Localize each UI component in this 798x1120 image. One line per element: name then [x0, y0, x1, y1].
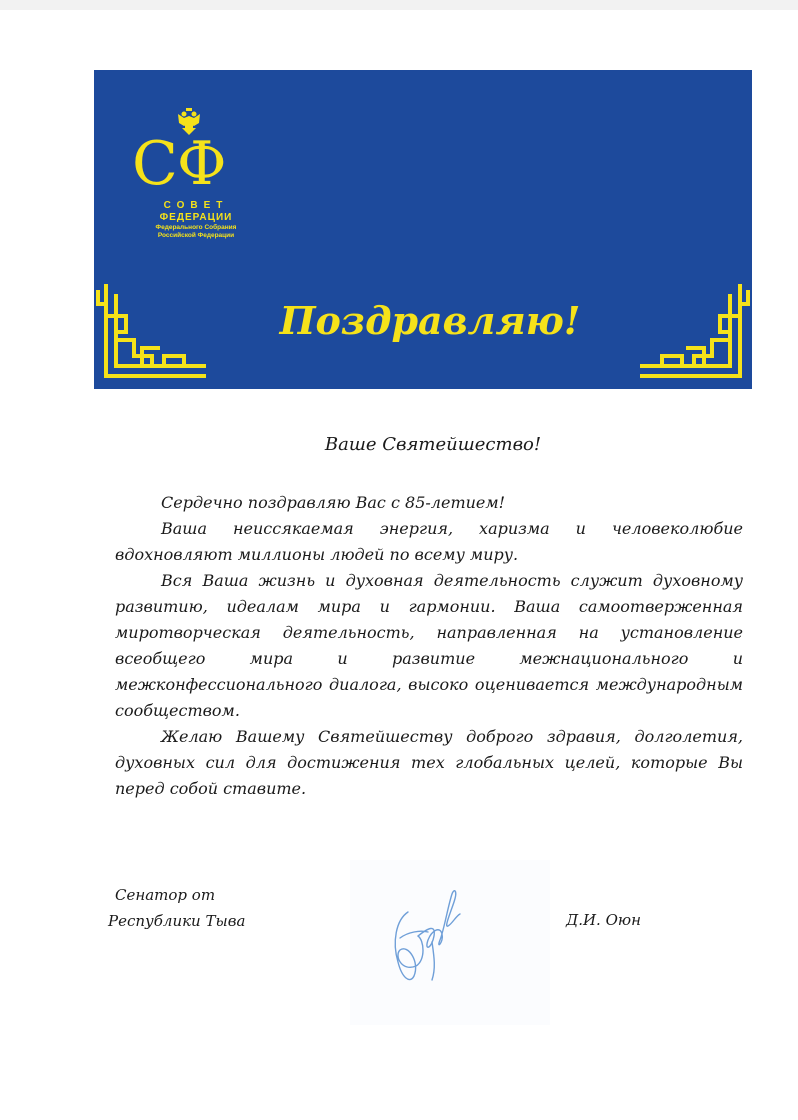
ornament-left-icon	[94, 276, 209, 386]
logo-line-rf: Российской Федерации	[157, 232, 235, 239]
logo-line-sobraniya: Федерального Собрания	[155, 224, 237, 231]
header-banner	[94, 70, 752, 389]
signatory-role	[108, 882, 308, 934]
top-strip	[0, 0, 798, 10]
logo-line-sovet: СОВЕТ	[163, 200, 229, 211]
sf-logo: СФ	[132, 129, 226, 199]
logo-caption	[146, 200, 246, 240]
banner-headline: Поздравляю!	[279, 298, 581, 343]
ornament-right-icon	[637, 276, 752, 386]
paragraph-greeting: Сердечно поздравляю Вас с 85-летием!	[161, 493, 506, 512]
salutation: Ваше Святейшество!	[324, 434, 542, 455]
handwritten-signature-icon	[378, 880, 478, 995]
role-line-2: Республики Тыва	[108, 912, 246, 930]
letter-body	[115, 490, 743, 802]
role-line-1: Сенатор от	[115, 886, 216, 904]
logo-line-federatsii: ФЕДЕРАЦИИ	[159, 212, 233, 223]
paragraph-wishes: Желаю Вашему Святейшеству доброго здравия, долголетия, духовных сил для достижения тех глобальных целей, которые Вы перед собой ставите.	[115, 727, 743, 798]
paragraph-energy: Ваша неиссякаемая энергия, харизма и человеколюбие вдохновляют миллионы людей по всему миру.	[115, 519, 743, 564]
signatory-name: Д.И. Оюн	[566, 911, 641, 929]
paragraph-activity: Вся Ваша жизнь и духовная деятельность служит духовному развитию, идеалам мира и гармонии. Ваша самоотверженная миротворческая деятельность, направленная на установление всеобщего мира и развитие межнационального и межконфессионального диалога, высоко оценивается международным сообществом.	[115, 571, 743, 720]
